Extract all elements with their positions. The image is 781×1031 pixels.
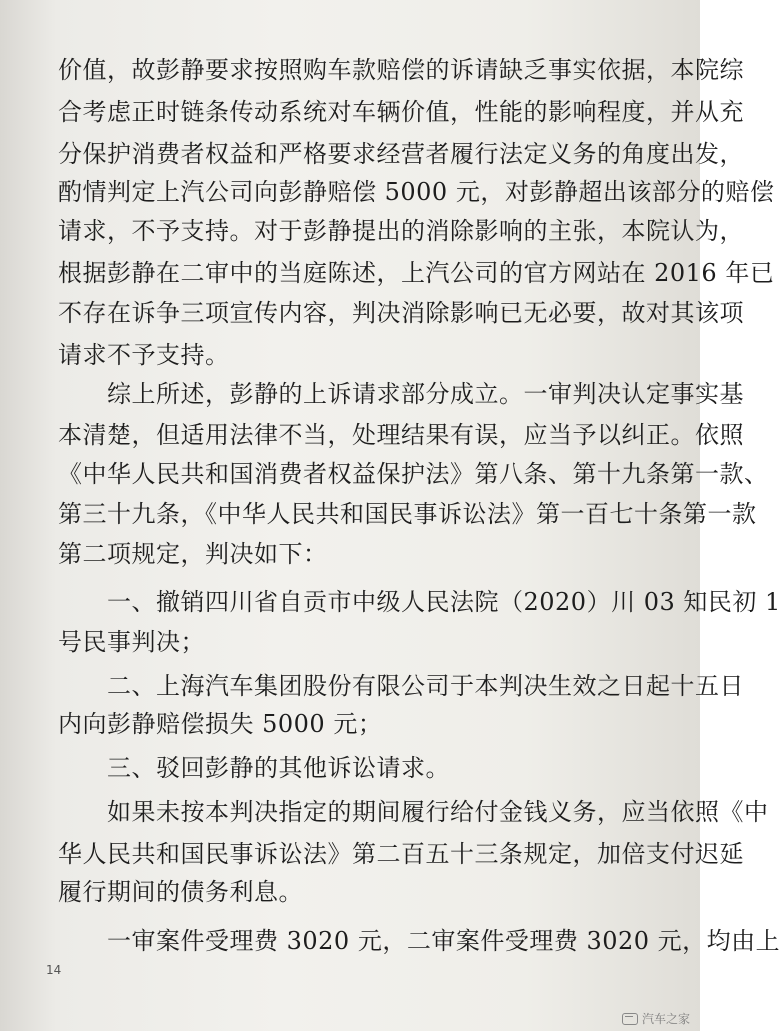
text-line: 号民事判决； [58, 628, 205, 656]
car-logo-icon [622, 1013, 638, 1025]
watermark-text: 汽车之家 [641, 1012, 690, 1026]
text-line: 价值，故彭静要求按照购车款赔偿的诉请缺乏事实依据，本院综 [58, 56, 744, 84]
text-line: 请求不予支持。 [58, 341, 230, 369]
text-line: 内向彭静赔偿损失 5000 元； [58, 710, 383, 738]
text-line: 二、上海汽车集团股份有限公司于本判决生效之日起十五日 [58, 672, 744, 700]
text-line: 综上所述，彭静的上诉请求部分成立。一审判决认定事实基 [58, 380, 744, 408]
text-line: 如果未按本判决指定的期间履行给付金钱义务，应当依照《中 [58, 798, 769, 826]
text-line: 一审案件受理费 3020 元，二审案件受理费 3020 元，均由上 [58, 927, 781, 955]
text-line: 分保护消费者权益和严格要求经营者履行法定义务的角度出发， [58, 140, 744, 168]
text-line: 本清楚，但适用法律不当，处理结果有误，应当予以纠正。依照 [58, 421, 744, 449]
text-line: 履行期间的债务利息。 [58, 878, 303, 906]
text-line: 请求，不予支持。对于彭静提出的消除影响的主张，本院认为， [58, 217, 744, 245]
text-line: 根据彭静在二审中的当庭陈述，上汽公司的官方网站在 2016 年已 [58, 259, 775, 287]
text-line: 合考虑正时链条传动系统对车辆价值，性能的影响程度，并从充 [58, 98, 744, 126]
text-line: 第二项规定，判决如下： [58, 540, 328, 568]
text-line: 《中华人民共和国消费者权益保护法》第八条、第十九条第一款、 [58, 460, 769, 488]
watermark [622, 1010, 690, 1027]
text-line: 一、撤销四川省自贡市中级人民法院（2020）川 03 知民初 1 [58, 588, 781, 616]
text-line: 酌情判定上汽公司向彭静赔偿 5000 元，对彭静超出该部分的赔偿 [58, 178, 775, 206]
text-line: 不存在诉争三项宣传内容，判决消除影响已无必要，故对其该项 [58, 299, 744, 327]
page-number: 14 [46, 963, 62, 977]
text-line: 第三十九条，《中华人民共和国民事诉讼法》第一百七十条第一款 [58, 500, 757, 528]
text-line: 华人民共和国民事诉讼法》第二百五十三条规定，加倍支付迟延 [58, 840, 744, 868]
text-line: 三、驳回彭静的其他诉讼请求。 [58, 754, 450, 782]
